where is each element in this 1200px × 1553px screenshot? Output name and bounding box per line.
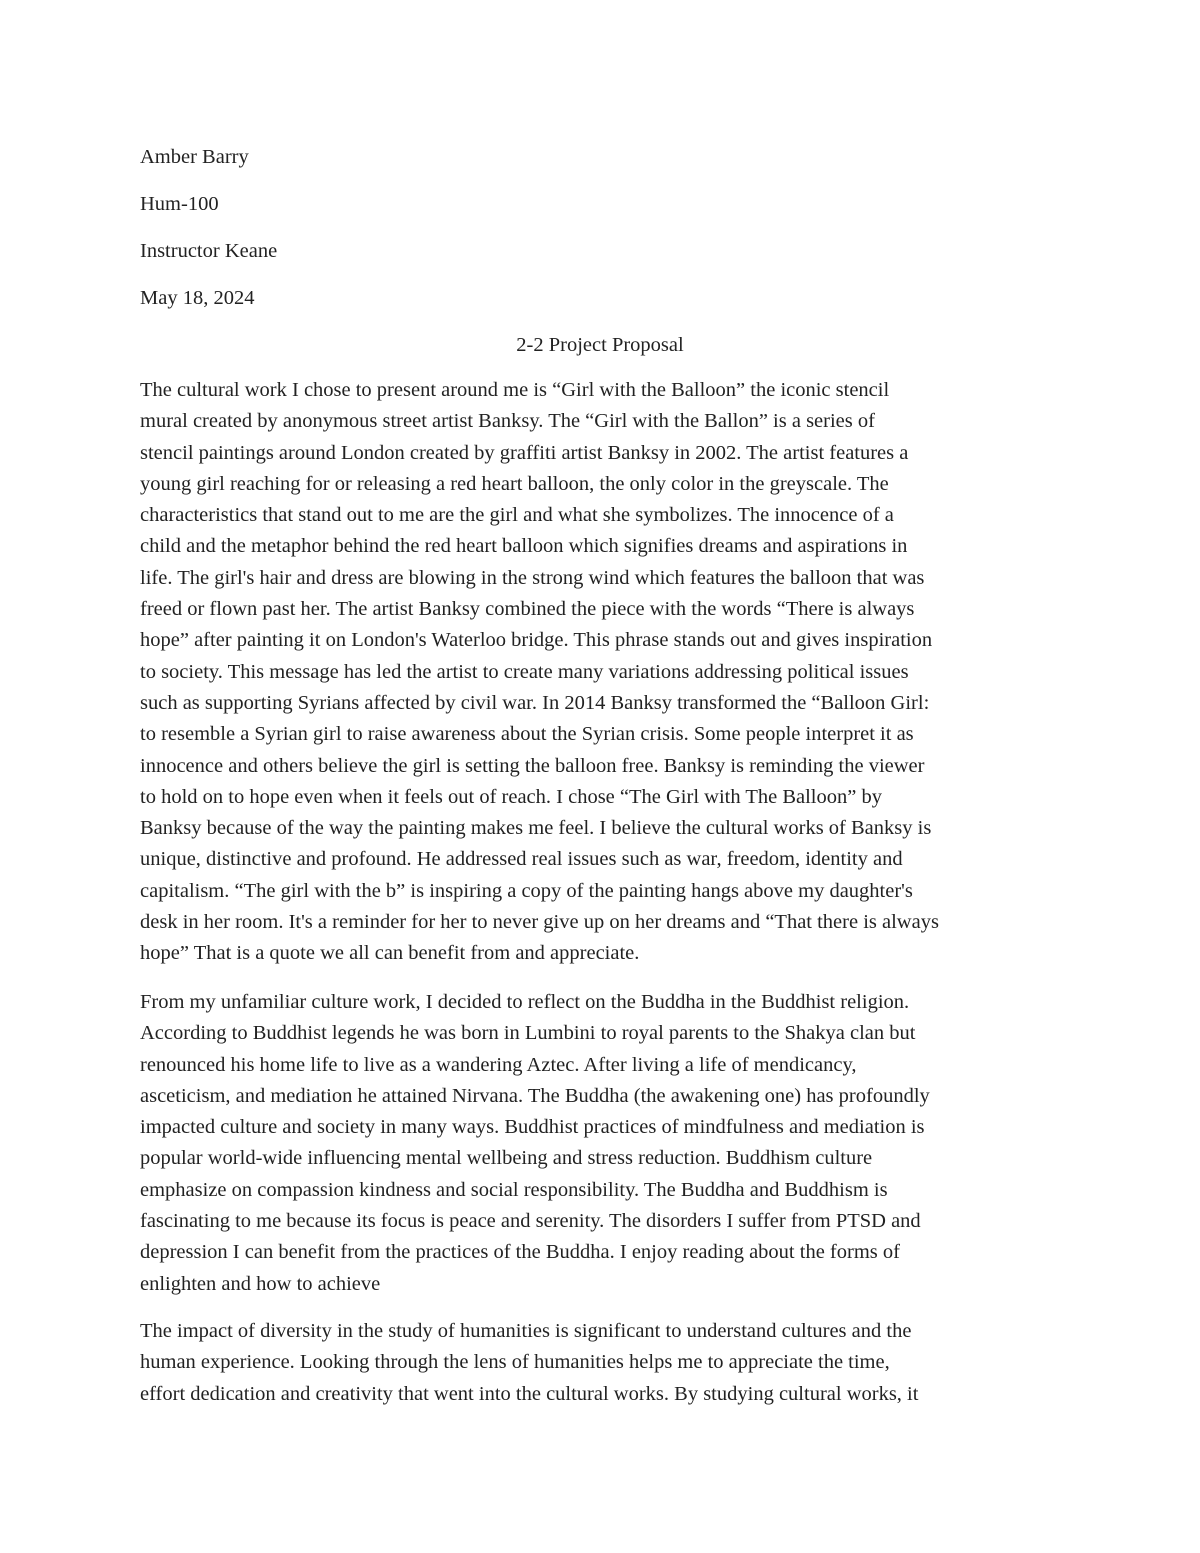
paragraph-line: Banksy because of the way the painting makes me feel. I believe the cultural works of Banksy is (140, 817, 932, 840)
paragraph-line: emphasize on compassion kindness and social responsibility. The Buddha and Buddhism is (140, 1178, 888, 1201)
paragraph-line: fascinating to me because its focus is peace and serenity. The disorders I suffer from PTSD and (140, 1210, 921, 1233)
paragraph-line: such as supporting Syrians affected by civil war. In 2014 Banksy transformed the “Balloon Girl: (140, 691, 930, 714)
paragraph-line: depression I can benefit from the practices of the Buddha. I enjoy reading about the forms of (140, 1241, 900, 1264)
author-name: Amber Barry (140, 146, 249, 168)
paragraph-line: innocence and others believe the girl is setting the balloon free. Banksy is reminding the viewer (140, 754, 925, 777)
paragraph-line: human experience. Looking through the lens of humanities helps me to appreciate the time, (140, 1351, 890, 1374)
paragraph-line: to society. This message has led the artist to create many variations addressing political issues (140, 660, 909, 683)
paragraph-line: From my unfamiliar culture work, I decided to reflect on the Buddha in the Buddhist religion. (140, 991, 910, 1013)
document-header (140, 142, 277, 330)
paragraph-line: capitalism. “The girl with the b” is inspiring a copy of the painting hangs above my daughter's (140, 879, 913, 902)
paragraph-line: young girl reaching for or releasing a red heart balloon, the only color in the greyscale. The (140, 472, 889, 495)
paragraph-line: life. The girl's hair and dress are blowing in the strong wind which features the balloon that was (140, 566, 925, 589)
paragraph-line: to resemble a Syrian girl to raise awareness about the Syrian crisis. Some people interpret it as (140, 723, 914, 746)
paragraph-3 (140, 1316, 1080, 1410)
paragraph-line: child and the metaphor behind the red heart balloon which signifies dreams and aspirations in (140, 535, 908, 558)
paragraph-line: asceticism, and mediation he attained Nirvana. The Buddha (the awakening one) has profoundly (140, 1084, 930, 1107)
paragraph-line: effort dedication and creativity that went into the cultural works. By studying cultural works, it (140, 1382, 919, 1405)
paragraph-line: unique, distinctive and profound. He addressed real issues such as war, freedom, identity and (140, 848, 903, 871)
paragraph-line: enlighten and how to achieve (140, 1272, 381, 1295)
paragraph-line: hope” after painting it on London's Waterloo bridge. This phrase stands out and gives inspiration (140, 629, 933, 652)
instructor-name: Instructor Keane (140, 240, 278, 262)
paragraph-line: The impact of diversity in the study of humanities is significant to understand cultures and the (140, 1320, 912, 1342)
document-date: May 18, 2024 (140, 287, 255, 309)
paragraph-2 (140, 987, 1080, 1300)
paragraph-line: freed or flown past her. The artist Banksy combined the piece with the words “There is always (140, 598, 915, 621)
paragraph-line: to hold on to hope even when it feels out of reach. I chose “The Girl with The Balloon” by (140, 785, 882, 808)
paragraph-line: characteristics that stand out to me are the girl and what she symbolizes. The innocence of a (140, 504, 894, 527)
paragraph-line: The cultural work I chose to present around me is “Girl with the Balloon” the iconic stencil (140, 379, 890, 401)
document-title: 2-2 Project Proposal (516, 334, 684, 356)
paragraph-line: renounced his home life to live as a wandering Aztec. After living a life of mendicancy, (140, 1053, 857, 1076)
course-code: Hum-100 (140, 193, 219, 215)
paragraph-line: desk in her room. It's a reminder for her to never give up on her dreams and “That there is always (140, 911, 939, 934)
paragraph-line: popular world-wide influencing mental wellbeing and stress reduction. Buddhism culture (140, 1147, 873, 1170)
paragraph-line: hope” That is a quote we all can benefit from and appreciate. (140, 942, 640, 965)
paragraph-line: mural created by anonymous street artist Banksy. The “Girl with the Ballon” is a series of (140, 410, 875, 433)
paragraph-line: impacted culture and society in many ways. Buddhist practices of mindfulness and mediation is (140, 1116, 925, 1139)
paragraph-1 (140, 375, 1080, 970)
paragraph-line: According to Buddhist legends he was born in Lumbini to royal parents to the Shakya clan but (140, 1022, 916, 1045)
paragraph-line: stencil paintings around London created by graffiti artist Banksy in 2002. The artist features a (140, 441, 909, 464)
